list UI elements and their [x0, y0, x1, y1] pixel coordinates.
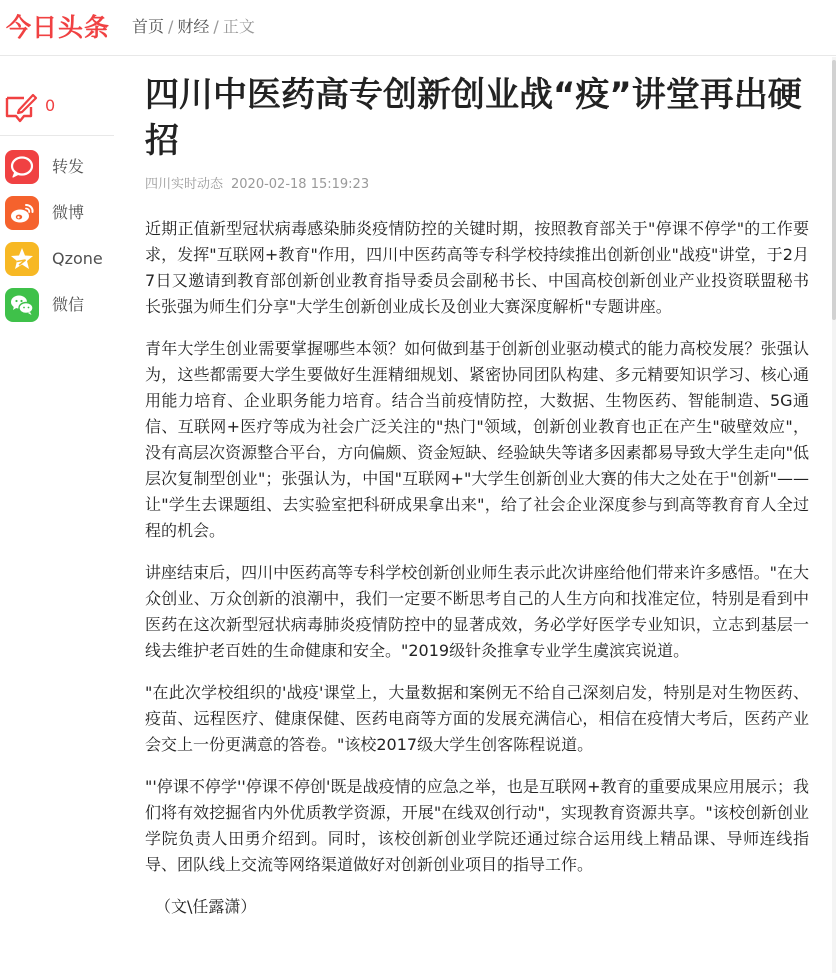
share-wechat-label: 微信: [52, 295, 85, 314]
breadcrumb-separator: /: [168, 17, 174, 36]
scrollbar-thumb[interactable]: [832, 60, 836, 320]
article-paragraph: 讲座结束后，四川中医药高等专科学校创新创业师生表示此次讲座给他们带来许多感悟。"在大众创业、万众创新的浪潮中，我们一定要不断思考自己的人生方向和找准定位，特别是看到中医药在这次新型冠状病毒肺炎疫情防控中的显著成效，务必学好医学专业知识，立志到基层一线去维护老百姓的生命健康和安全。"2019级针灸推拿专业学生虞滨宾说道。: [145, 563, 809, 660]
top-bar: [0, 0, 836, 56]
article-paragraph: "在此次学校组织的'战疫'课堂上，大量数据和案例无不给自己深刻启发，特别是对生物医药、疫苗、远程医疗、健康保健、医药电商等方面的发展充满信心，相信在疫情大考后，医药产业会交上一份更满意的答卷。"该校2017级大学生创客陈程说道。: [145, 683, 809, 754]
share-weibo-label: 微博: [52, 203, 85, 222]
share-weibo-button[interactable]: [5, 196, 115, 230]
weibo-icon: [5, 196, 39, 230]
breadcrumb-home-link[interactable]: 首页: [132, 17, 165, 36]
article-paragraph: "'停课不停学''停课不停创'既是战疫情的应急之举，也是互联网+教育的重要成果应用展示；我们将有效挖掘省内外优质教学资源，开展"在线双创行动"，实现教育资源共享。"该校创新创业学院负责人田勇介绍到。同时，该校创新创业学院还通过综合运用线上精品课、导师连线指导、团队线上交流等网络渠道做好对创新创业项目的指导工作。: [145, 777, 809, 874]
article-source[interactable]: 四川实时动态: [145, 177, 224, 192]
article-body: [145, 216, 809, 920]
article-signature: （文\任露潇）: [155, 897, 257, 916]
breadcrumb-separator: /: [213, 17, 219, 36]
site-logo[interactable]: 今日头条: [6, 13, 111, 42]
comment-count: 0: [45, 96, 56, 115]
article-meta: [145, 176, 809, 194]
share-qzone-label: Qzone: [52, 249, 103, 268]
comment-edit-icon: [4, 90, 38, 128]
comment-button[interactable]: [0, 78, 114, 136]
article-paragraph: 青年大学生创业需要掌握哪些本领？如何做到基于创新创业驱动模式的能力高校发展？张强认为，这些都需要大学生要做好生涯精细规划、紧密协同团队构建、多元精要知识学习、核心通用能力培育、企业职务能力培育。结合当前疫情防控，大数据、生物医药、智能制造、5G通信、互联网+医疗等成为社会广泛关注的"热门"领域，创新创业教育也正在产生"破壁效应"，没有高层次资源整合平台，方向偏颇、资金短缺、经验缺失等诸多因素都易导致大学生走向"低层次复制型创业"；张强认为，中国"互联网+"大学生创新创业大赛的伟大之处在于"创新"——让"学生去课题组、去实验室把科研成果拿出来"，给了社会企业深度参与到高等教育育人全过程的机会。: [145, 339, 809, 540]
article: [145, 72, 809, 920]
article-paragraph: 近期正值新型冠状病毒感染肺炎疫情防控的关键时期，按照教育部关于"停课不停学"的工作要求，发挥"互联网+教育"作用，四川中医药高等专科学校持续推出创新创业"战疫"讲堂，于2月7日又邀请到教育部创新创业教育指导委员会副秘书长、中国高校创新创业产业投资联盟秘书长张强为师生们分享"大学生创新创业成长及创业大赛深度解析"专题讲座。: [145, 219, 809, 316]
breadcrumb-current: 正文: [222, 17, 255, 36]
article-title: 四川中医药高专创新创业战“疫”讲堂再出硬招: [145, 75, 802, 161]
share-repost-button[interactable]: [5, 150, 115, 184]
share-sidebar: [0, 78, 118, 314]
qzone-star-icon: [5, 242, 39, 276]
share-qzone-button[interactable]: [5, 242, 115, 276]
share-repost-label: 转发: [52, 157, 85, 176]
breadcrumb-category-link[interactable]: 财经: [177, 17, 210, 36]
article-datetime: 2020-02-18 15:19:23: [231, 177, 370, 192]
repost-icon: [5, 150, 39, 184]
breadcrumb: [132, 16, 255, 38]
share-wechat-button[interactable]: [5, 288, 115, 322]
wechat-icon: [5, 288, 39, 322]
